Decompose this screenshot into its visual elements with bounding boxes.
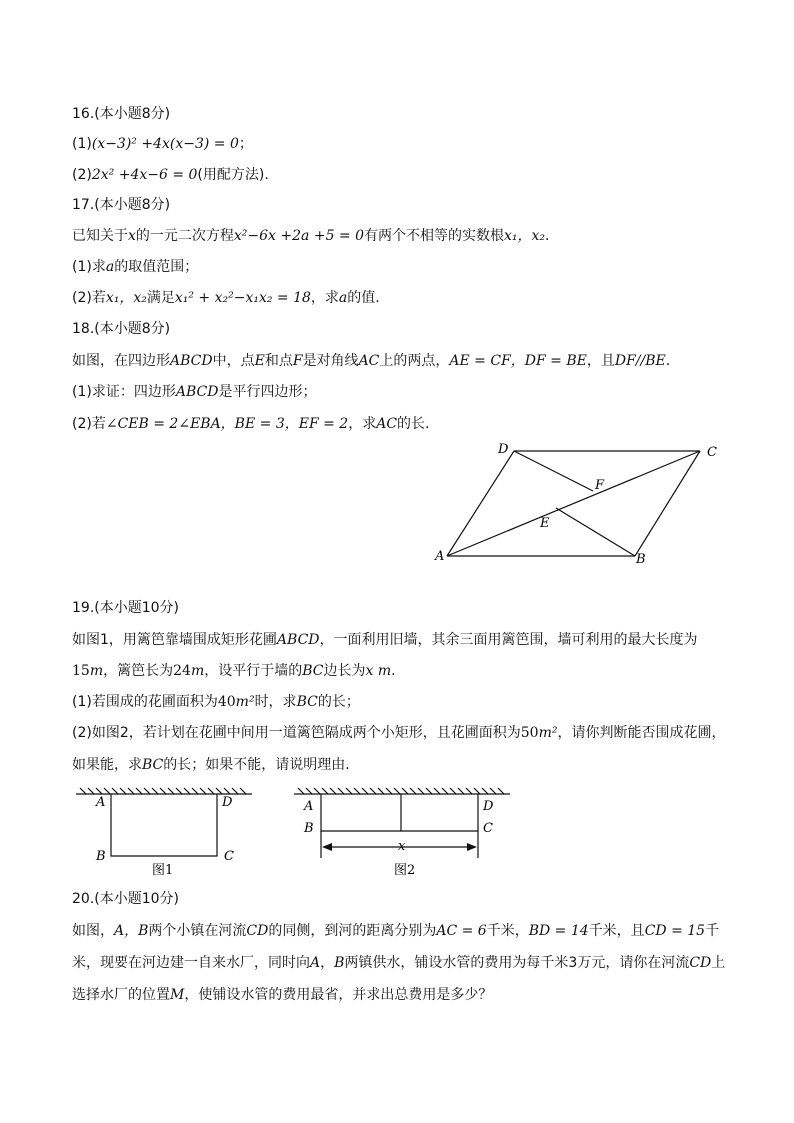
q20-stem-line2: 米，现要在河边建一自来水厂，同时向A，B两镇供水，铺设水管的费用为每千米3万元，请你在河流CD上 — [72, 955, 726, 971]
q19-figure2 — [290, 786, 515, 878]
q20-header: 20.(本小题10分) — [72, 891, 180, 907]
fig2-label-a: A — [304, 799, 314, 814]
q19-figure1 — [72, 786, 257, 878]
side-bc — [635, 451, 700, 556]
side-da — [447, 451, 514, 556]
q17-part2: (2)若x₁，x₂满足x₁² + x₂²−x₁x₂ = 18，求a的值. — [72, 290, 380, 306]
fig2-caption: 图2 — [394, 863, 416, 878]
q17-stem: 已知关于x的一元二次方程x²−6x +2a +5 = 0有两个不相等的实数根x₁，x₂. — [72, 228, 550, 244]
q19-stem-line2: 15m，篱笆长为24m，设平行于墙的BC边长为x m. — [72, 663, 396, 679]
q17-header: 17.(本小题8分) — [72, 197, 171, 213]
wall-hatching — [298, 788, 504, 794]
fig2-label-b: B — [304, 821, 314, 836]
segment-df — [514, 451, 593, 491]
label-f: F — [595, 478, 605, 493]
label-a: A — [435, 549, 445, 564]
q18-part2: (2)若∠CEB = 2∠EBA，BE = 3，EF = 2，求AC的长. — [72, 416, 430, 432]
q19-stem-line1: 如图1，用篱笆靠墙围成矩形花圃ABCD，一面利用旧墙，其余三面用篱笆围，墙可利用的最大长度为 — [72, 632, 698, 648]
q19-part2-line1: (2)如图2，若计划在花圃中间用一道篱笆隔成两个小矩形，且花圃面积为50m²，请你判断能否围成花圃， — [72, 725, 726, 741]
diagonal-ac — [447, 451, 700, 556]
q16-part2: (2)2x² +4x−6 = 0(用配方法). — [72, 167, 269, 183]
q18-header: 18.(本小题8分) — [72, 321, 171, 337]
q16-header: 16.(本小题8分) — [72, 106, 171, 122]
q19-header: 19.(本小题10分) — [72, 600, 180, 616]
label-d: D — [498, 442, 509, 457]
fig2-label-d: D — [483, 799, 494, 814]
q17-part1: (1)求a的取值范围； — [72, 259, 199, 275]
wall-hatching — [80, 788, 246, 794]
arrow-left — [322, 843, 332, 851]
fence-rectangle — [321, 794, 478, 831]
label-b: B — [636, 552, 646, 567]
q18-stem: 如图，在四边形ABCD中，点E和点F是对角线AC上的两点，AE = CF，DF = BE，且DF//BE. — [72, 353, 671, 369]
fig1-label-a: A — [96, 795, 106, 810]
fig2-label-c: C — [483, 821, 493, 836]
fig1-caption: 图1 — [152, 863, 174, 878]
q16-part1: (1)(x−3)² +4x(x−3) = 0； — [72, 136, 253, 152]
q19-part1: (1)若围成的花圃面积为40m²时，求BC的长； — [72, 694, 360, 710]
q18-part1: (1)求证：四边形ABCD是平行四边形； — [72, 384, 317, 400]
q20-stem-line3: 选择水厂的位置M，使铺设水管的费用最省，并求出总费用是多少？ — [72, 987, 493, 1003]
segment-be — [556, 508, 635, 556]
arrow-right — [467, 843, 477, 851]
fig1-label-c: C — [224, 849, 234, 864]
fig1-label-d: D — [222, 795, 233, 810]
q19-part2-line2: 如果能，求BC的长；如果不能，请说明理由. — [72, 757, 350, 773]
label-e: E — [540, 516, 550, 531]
fence-rectangle — [111, 794, 217, 856]
q18-parallelogram-figure — [430, 438, 730, 570]
q20-stem-line1: 如图，A，B两个小镇在河流CD的同侧，到河的距离分别为AC = 6千米，BD = 14千米，且CD = 15千 — [72, 923, 720, 939]
fig1-label-b: B — [96, 849, 106, 864]
fig2-label-x: x — [398, 839, 406, 854]
label-c: C — [707, 445, 717, 460]
